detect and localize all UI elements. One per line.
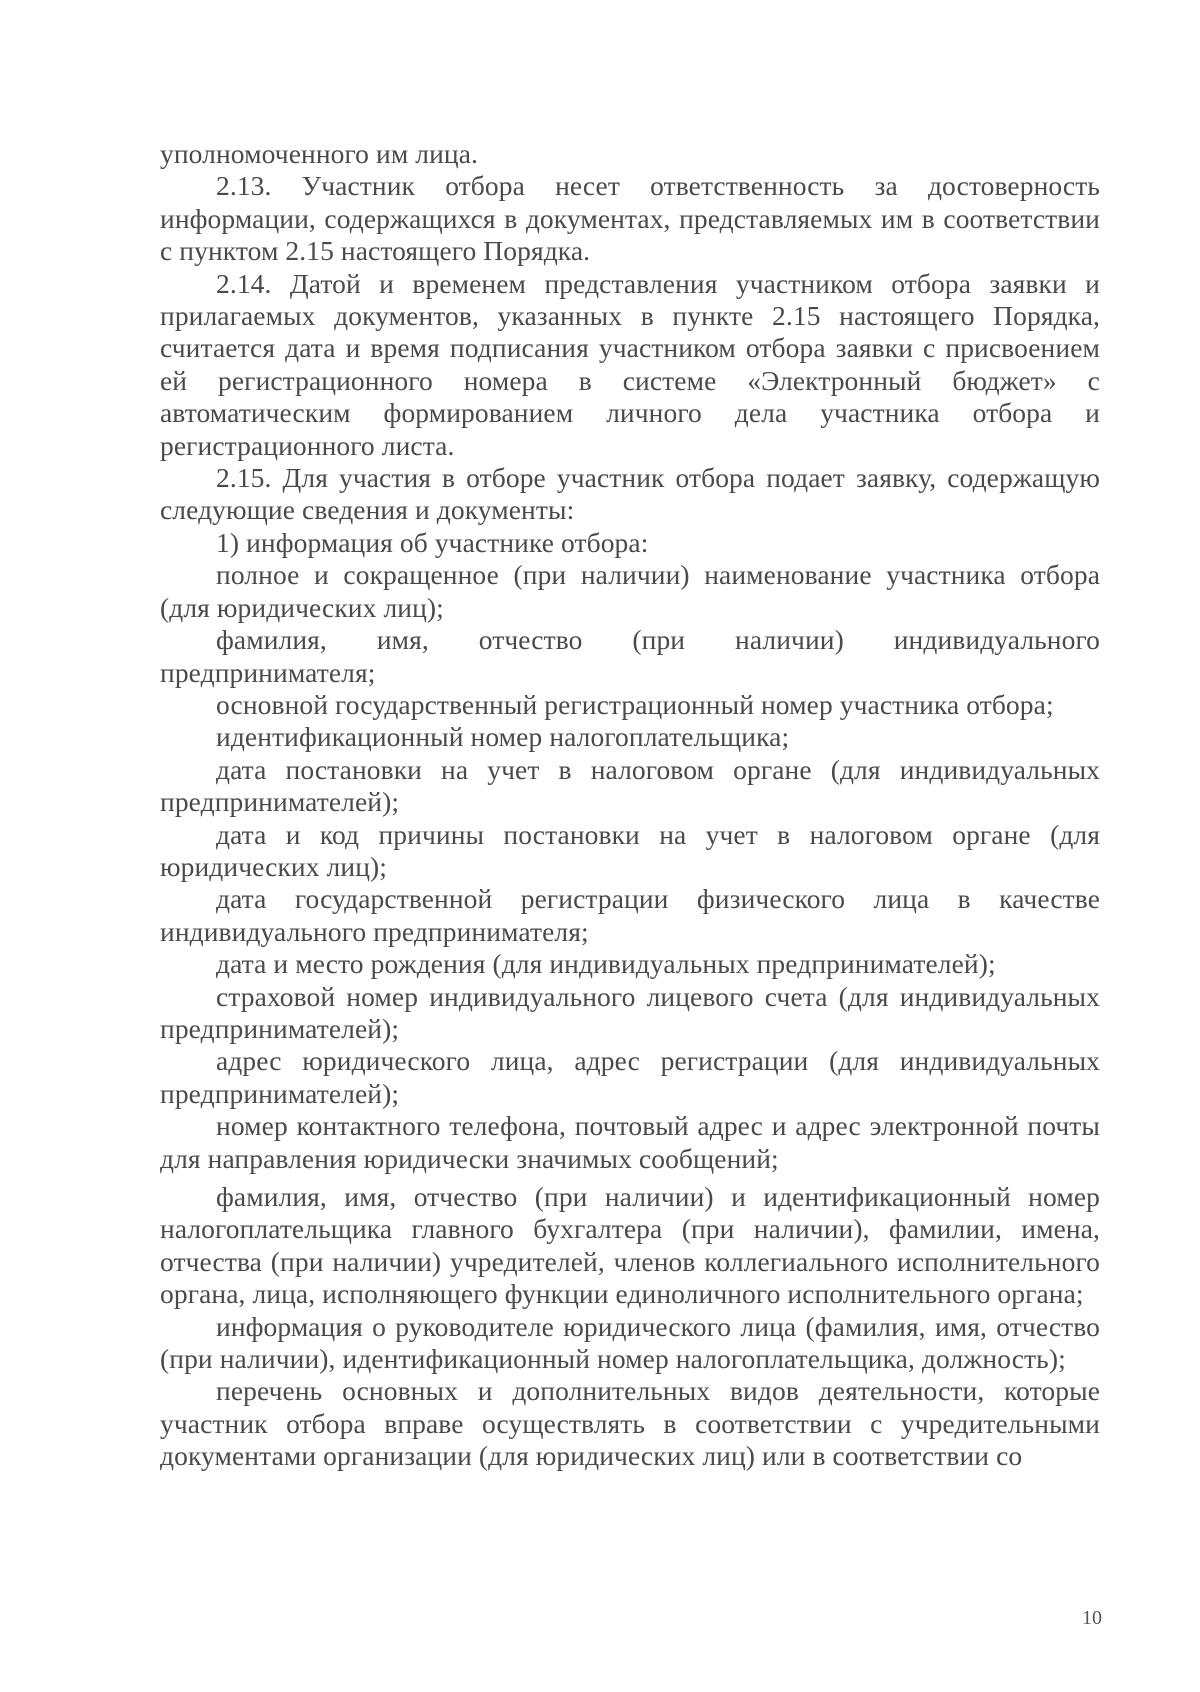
list-item-contacts: номер контактного телефона, почтовый адрес и адрес электронной почты для направления юридически значимых сообщений; bbox=[160, 1110, 1100, 1174]
list-item-inn: идентификационный номер налогоплательщика; bbox=[216, 721, 790, 753]
list-item-state-registration: дата государственной регистрации физического лица в качестве индивидуального предпринимателя; bbox=[160, 883, 1100, 947]
list-item-1: 1) информация об участнике отбора: bbox=[216, 526, 649, 558]
paragraph-continuation: уполномоченного им лица. bbox=[160, 138, 479, 169]
list-item-birth: дата и место рождения (для индивидуальных предпринимателей); bbox=[216, 948, 996, 980]
list-item-ogrn: основной государственный регистрационный номер участника отбора; bbox=[216, 688, 1054, 720]
paragraph-2-13: 2.13. Участник отбора несет ответственность за достоверность информации, содержащихся в документах, представляемых им в соответствии с пунктом 2.15 настоящего Порядка. bbox=[160, 170, 1100, 267]
paragraph-2-14: 2.14. Датой и временем представления участником отбора заявки и прилагаемых документов, указанных в пункте 2.15 настоящего Порядка, считается дата и время подписания участником отбора заявки с присвоением ей регистрационного номера в системе «Электронный бюджет» с автоматическим формированием личного дела участника отбора и регистрационного листа. bbox=[160, 267, 1100, 461]
page-number: 10 bbox=[1082, 1607, 1102, 1629]
list-item-director: информация о руководителе юридического лица (фамилия, имя, отчество (при наличии), идентификационный номер налогоплательщика, должность); bbox=[160, 1310, 1100, 1375]
paragraph-2-15: 2.15. Для участия в отборе участник отбора подает заявку, содержащую следующие сведения и документы: bbox=[160, 462, 1100, 526]
list-item-address: адрес юридического лица, адрес регистрации (для индивидуальных предпринимателей); bbox=[160, 1045, 1100, 1109]
list-item-fio: фамилия, имя, отчество (при наличии) индивидуального предпринимателя; bbox=[160, 624, 1100, 688]
list-item-activities: перечень основных и дополнительных видов деятельности, которые участник отбора вправе осуществлять в соответствии с учредительными документами организации (для юридических лиц) или в соответствии со bbox=[160, 1375, 1100, 1472]
list-item-tax-registration-ul: дата и код причины постановки на учет в налоговом органе (для юридических лиц); bbox=[160, 818, 1100, 882]
document-body bbox=[160, 138, 1100, 1473]
list-item-accountant-founders: фамилия, имя, отчество (при наличии) и идентификационный номер налогоплательщика главного бухгалтера (при наличии), фамилии, имена, отчества (при наличии) учредителей, членов коллегиального исполнительного органа, лица, исполняющего функции единоличного исполнительного органа; bbox=[160, 1181, 1100, 1310]
list-item-snils: страховой номер индивидуального лицевого счета (для индивидуальных предпринимателей); bbox=[160, 980, 1100, 1044]
list-item-tax-registration-ip: дата постановки на учет в налоговом органе (для индивидуальных предпринимателей); bbox=[160, 753, 1100, 818]
list-item-full-name: полное и сокращенное (при наличии) наименование участника отбора (для юридических лиц); bbox=[160, 559, 1100, 623]
